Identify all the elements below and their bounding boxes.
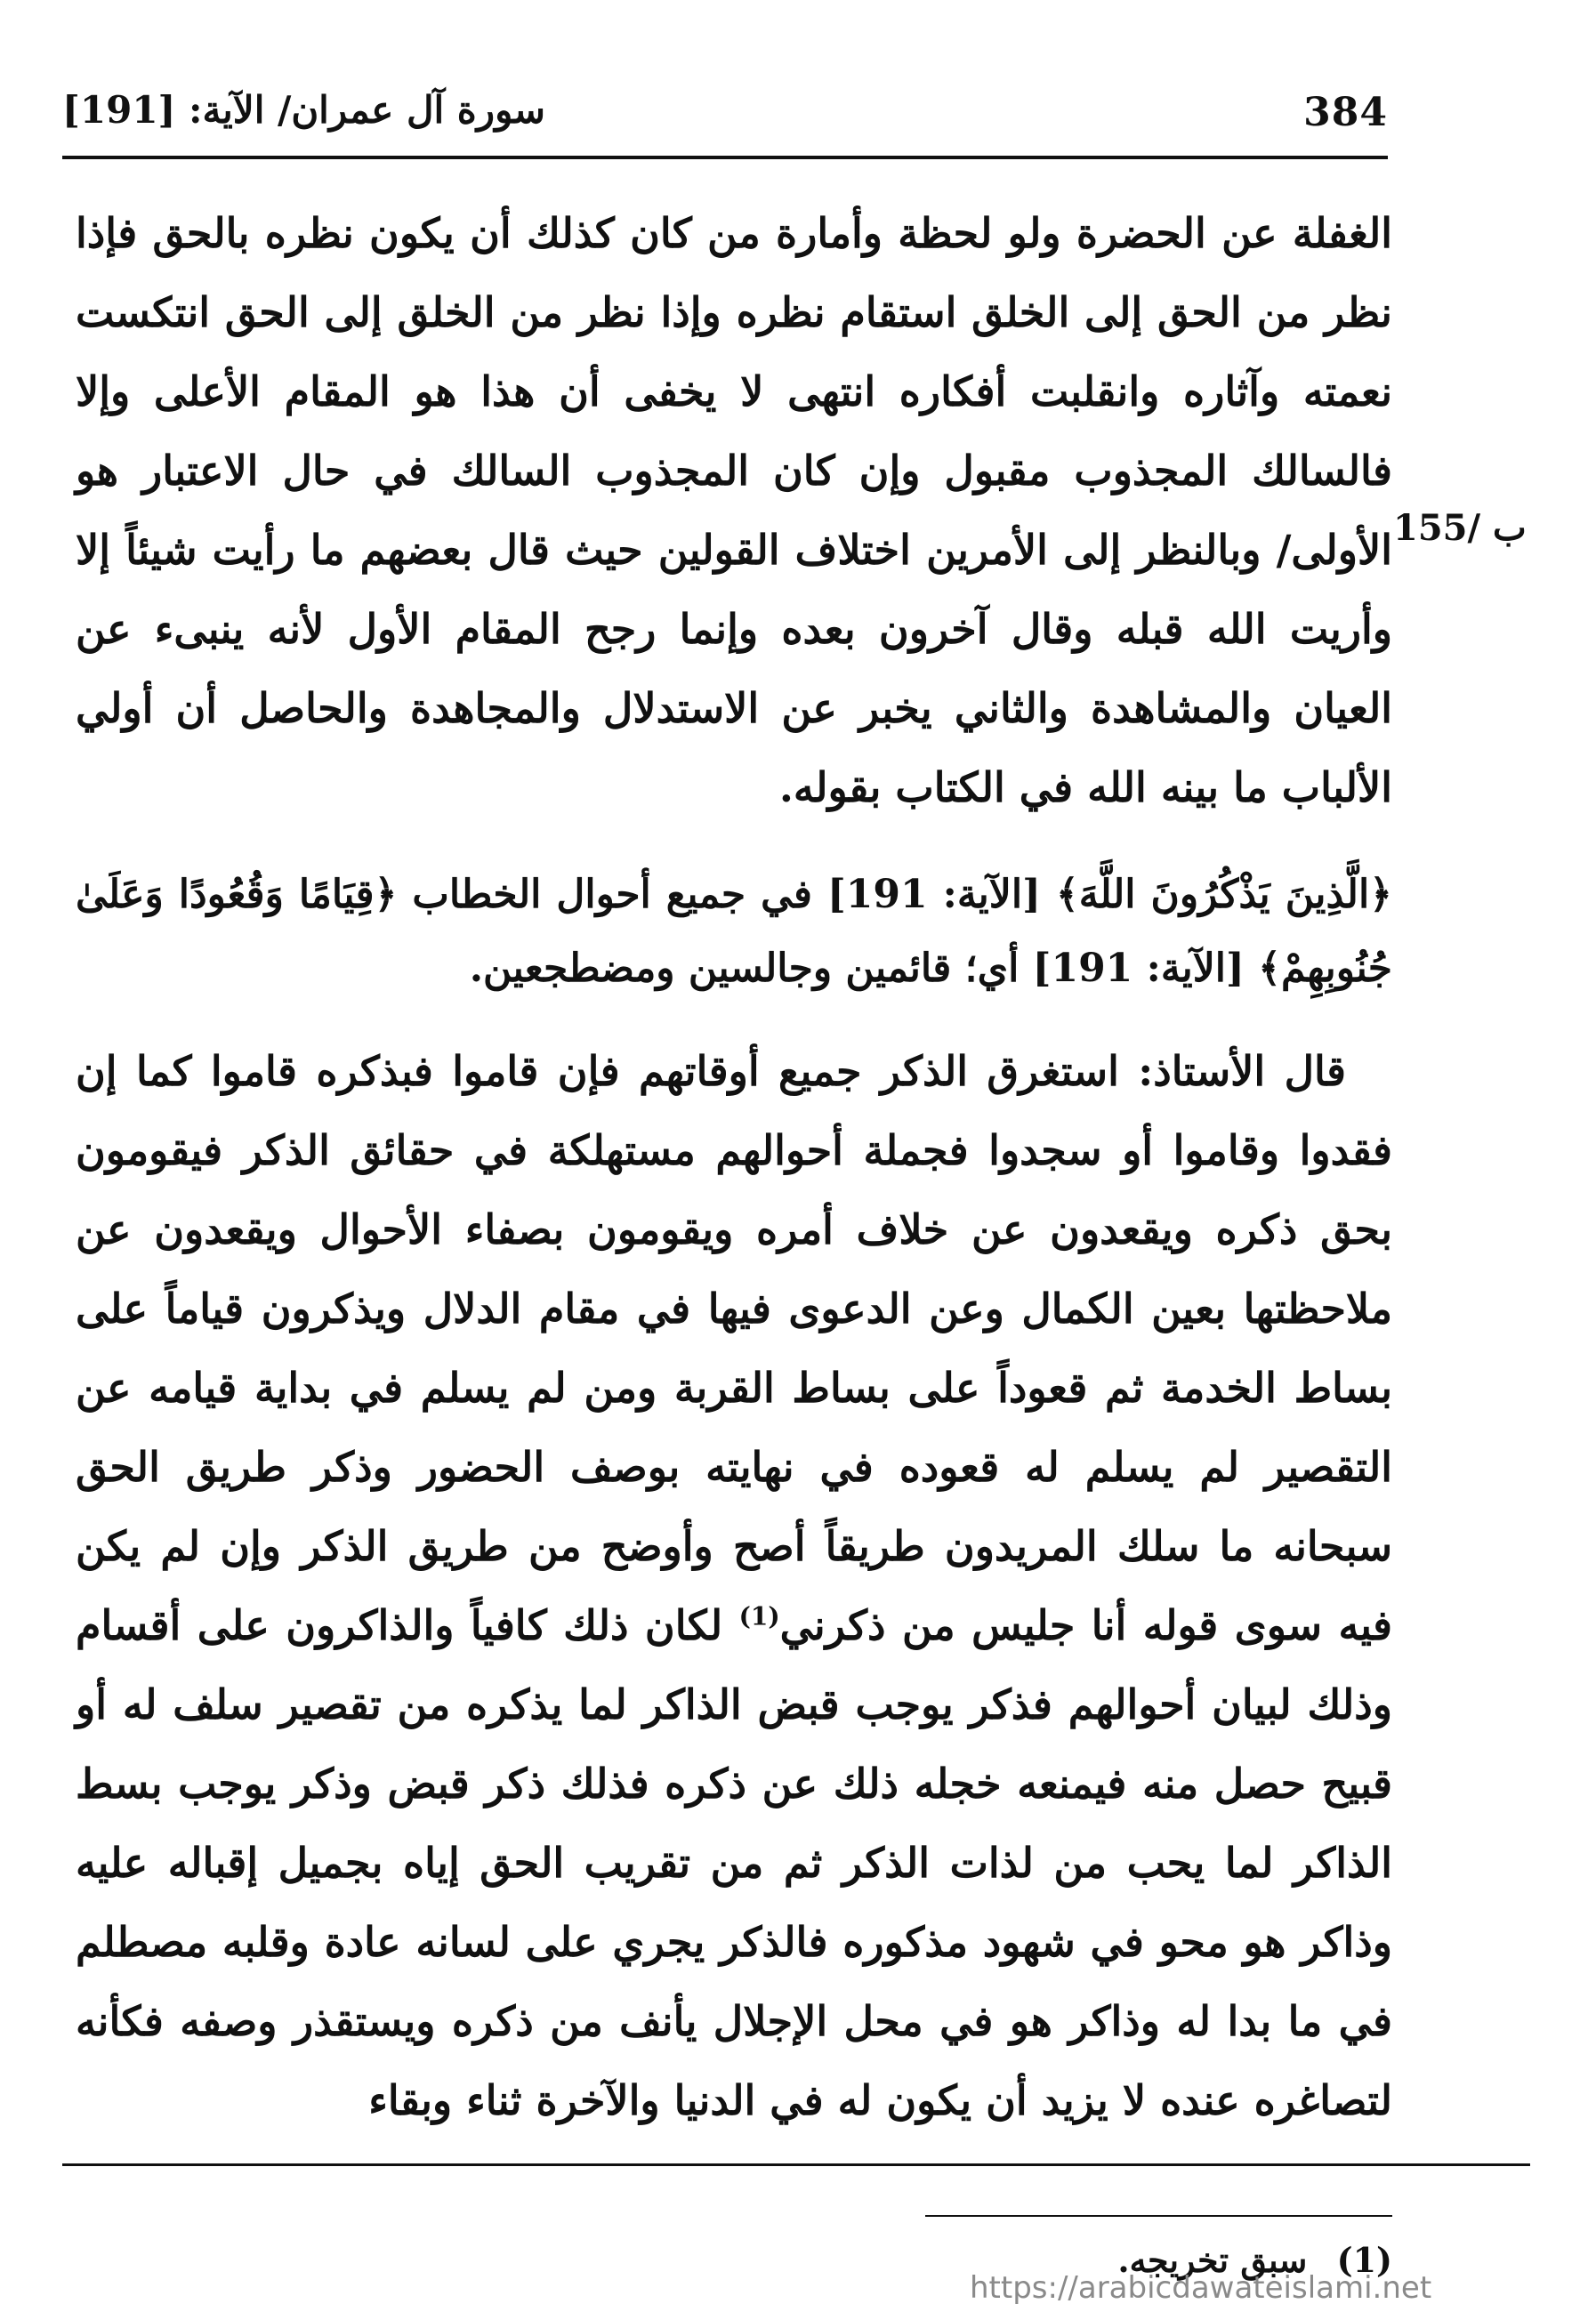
paragraph-2-part-1: قال الأستاذ: استغرق الذكر جميع أوقاتهم فإن قاموا فبذكره قاموا كما إن فقدوا وقاموا أو سجدوا فجملة أحوالهم مستهلكة في حقائق الذكر فيقومون بحق ذكره ويقعدون عن خلاف أمره ويقومون بصفاء الأحوال ويقعدون عن ملاحظتها بعين الكمال وعن الدعوى فيها في مقام الدلال ويذكرون قياماً على بساط الخدمة ثم قعوداً على بساط القربة ومن لم يسلم في بداية قيامه عن التقصير لم يسلم له قعوده في نهايته بوصف الحضور وذكر طريق الحق سبحانه ما سلك المريدون طريقاً أصح وأوضح من طريق الذكر وإن لم يكن فيه سوى قوله أنا جليس من ذكرني — [76, 1047, 1393, 1649]
footnote-number: (1) — [1336, 2240, 1392, 2280]
footnote-text: سبق تخريجه. — [1117, 2240, 1308, 2280]
verse-block — [76, 858, 1392, 1005]
header-rule — [62, 156, 1388, 159]
verse-ref-1: [الآية: 191] — [826, 872, 1041, 917]
verse-ref-2: [الآية: 191] — [1032, 946, 1245, 991]
margin-note: 155/ ب — [1393, 507, 1527, 549]
watermark-url: https://arabicdawateislami.net — [970, 2270, 1432, 2306]
paragraph-1: الغفلة عن الحضرة ولو لحظة وأمارة من كان كذلك أن يكون نظره بالحق فإذا نظر من الحق إلى الخلق استقام نظره وإذا نظر من الخلق إلى الحق انتكست نعمته وآثاره وانقلبت أفكاره انتهى لا يخفى أن هذا هو المقام الأعلى وإلا فالسالك المجذوب مقبول وإن كان المجذوب السالك في حال الاعتبار هو الأولى/ وبالنظر إلى الأمرين اختلاف القولين حيث قال بعضهم ما رأيت شيئاً إلا وأريت الله قبله وقال آخرون بعده وإنما رجح المقام الأول لأنه ينبىء عن العيان والمشاهدة والثاني يخبر عن الاستدلال والمجاهدة والحاصل أن أولي الألباب ما بينه الله في الكتاب بقوله. — [76, 209, 1392, 811]
footnote-reference: (1) — [738, 1601, 780, 1631]
page-header — [62, 85, 1388, 147]
footnote-separator — [925, 2215, 1392, 2217]
verse-commentary-1: في جميع أحوال الخطاب — [412, 872, 812, 917]
verse-commentary-2: أي؛ قائمين وجالسين ومضطجعين. — [469, 946, 1020, 991]
verse-quote-2: ﴿قِيَامًا وَقُعُودًا وَعَلَىٰ جُنُوبِهِمْ﴾ — [76, 872, 1392, 991]
running-title: سورة آل عمران/ الآية: [191] — [62, 88, 545, 132]
paragraph-2 — [76, 1032, 1392, 2140]
body-text — [76, 194, 1392, 2140]
page-number: 384 — [1303, 90, 1388, 135]
verse-quote-1: ﴿الَّذِينَ يَذْكُرُونَ اللَّهَ﴾ — [1055, 872, 1392, 917]
footer-rule — [62, 2163, 1530, 2166]
paragraph-2-part-2: لكان ذلك كافياً والذاكرون على أقسام وذلك لبيان أحوالهم فذكر يوجب قبض الذاكر لما يذكره من تقصير سلف له أو قبيح حصل منه فيمنعه خجله ذلك عن ذكره فذلك ذكر قبض وذكر يوجب بسط الذاكر لما يحب من لذات الذكر ثم من تقريب الحق إياه بجميل إقباله عليه وذاكر هو محو في شهود مذكوره فالذكر يجري على لسانه عادة وقلبه مصطلم في ما بدا له وذاكر هو في محل الإجلال يأنف من ذكره ويستقذر وصفه فكأنه لتصاغره عنده لا يزيد أن يكون له في الدنيا والآخرة ثناء وبقاء — [76, 1601, 1392, 2124]
